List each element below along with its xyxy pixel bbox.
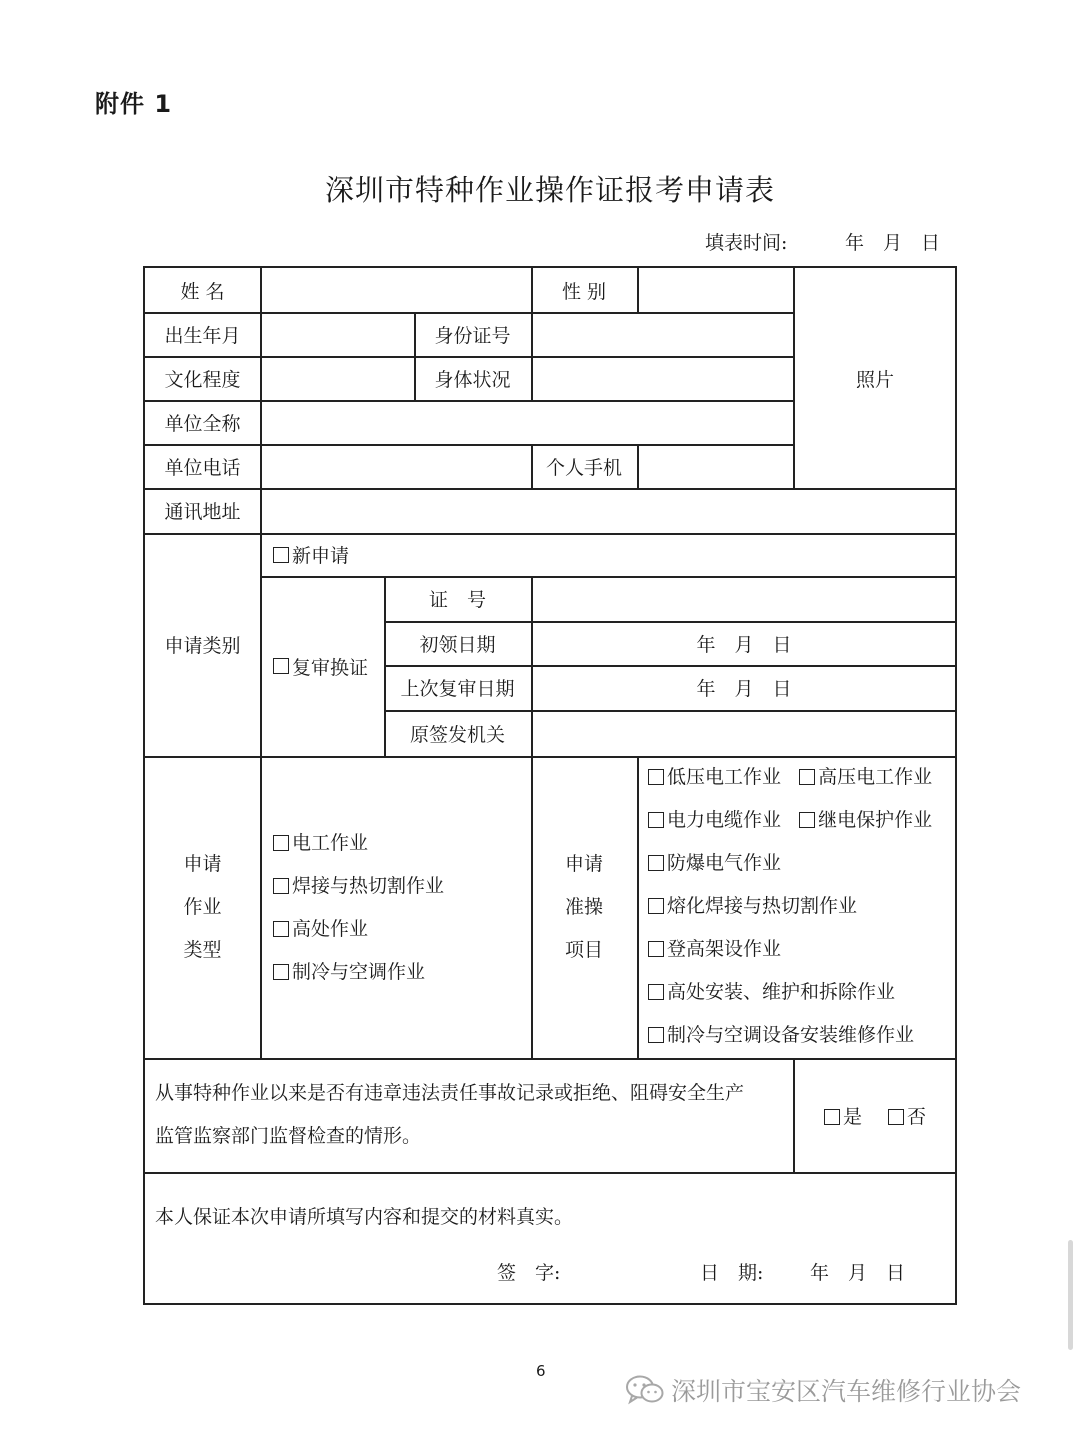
job-type-option[interactable] — [273, 951, 444, 994]
declaration-date-field[interactable] — [810, 1252, 905, 1295]
item-option[interactable] — [799, 766, 932, 788]
health-input[interactable] — [531, 356, 793, 400]
fill-time — [705, 228, 941, 255]
item-option[interactable] — [648, 842, 932, 885]
items-label-line: 申请 — [564, 852, 603, 875]
option-label: 电力电缆作业 — [667, 809, 782, 831]
yes-checkbox[interactable] — [824, 1109, 840, 1125]
item-option[interactable] — [799, 809, 932, 831]
signature-field[interactable] — [497, 1252, 560, 1295]
checkbox[interactable] — [648, 812, 664, 828]
page-number: 6 — [536, 1362, 546, 1380]
renew-label: 复审换证 — [292, 656, 369, 679]
item-option[interactable] — [648, 809, 781, 831]
checkbox[interactable] — [648, 769, 664, 785]
checkbox[interactable] — [273, 921, 289, 937]
id-number-input[interactable] — [531, 312, 793, 356]
mobile-label: 个人手机 — [545, 456, 622, 479]
job-type-option[interactable] — [273, 908, 444, 951]
apply-type-label: 申请类别 — [164, 635, 241, 657]
job-type-label-line: 作业 — [183, 895, 222, 918]
checkbox[interactable] — [648, 1027, 664, 1043]
declaration-date-label: 日 期: — [700, 1262, 764, 1284]
new-application-label: 新申请 — [292, 545, 350, 567]
birth-input[interactable] — [260, 312, 414, 356]
option-label: 焊接与热切割作业 — [292, 875, 445, 897]
items-row — [648, 756, 932, 799]
education-label: 文化程度 — [164, 368, 241, 391]
checkbox[interactable] — [273, 964, 289, 980]
declaration-text — [155, 1196, 573, 1239]
option-label: 继电保护作业 — [818, 809, 933, 831]
first-issue-date-input[interactable]: 年 月 日 — [696, 633, 792, 656]
job-type-option[interactable] — [273, 822, 444, 865]
form-title: 深圳市特种作业操作证报考申请表 — [324, 173, 775, 207]
violation-line: 监管监察部门监督检查的情形。 — [155, 1125, 422, 1147]
items-label-line: 准操 — [564, 895, 603, 918]
photo-label: 照片 — [855, 368, 894, 391]
mobile-input[interactable] — [637, 444, 793, 488]
cert-number-label: 证 号 — [428, 589, 486, 611]
no-label: 否 — [907, 1105, 927, 1128]
work-phone-input[interactable] — [260, 444, 531, 488]
violation-answer — [793, 1058, 957, 1172]
health-label: 身体状况 — [434, 368, 511, 391]
items-row — [648, 799, 932, 842]
violation-question — [155, 1072, 744, 1158]
yes-option[interactable] — [824, 1102, 862, 1129]
new-application-checkbox[interactable] — [273, 547, 289, 563]
issuer-label: 原签发机关 — [409, 723, 505, 746]
renew-checkbox[interactable] — [273, 658, 289, 674]
new-application-option[interactable] — [273, 533, 573, 576]
gender-label: 性 别 — [561, 280, 607, 303]
birth-label: 出生年月 — [164, 324, 241, 347]
no-checkbox[interactable] — [888, 1109, 904, 1125]
checkbox[interactable] — [648, 984, 664, 1000]
checkbox[interactable] — [273, 835, 289, 851]
first-issue-date-label: 初领日期 — [419, 633, 496, 656]
photo-area[interactable] — [793, 268, 957, 488]
item-option[interactable] — [648, 1014, 932, 1057]
address-label: 通讯地址 — [164, 501, 241, 523]
employer-input[interactable] — [260, 400, 793, 444]
declaration-date-value: 年 月 日 — [810, 1262, 906, 1284]
watermark — [625, 1372, 1021, 1408]
option-label: 高处作业 — [292, 918, 369, 940]
address-input[interactable] — [260, 488, 957, 533]
job-type-label-line: 申请 — [183, 852, 222, 875]
item-option[interactable] — [648, 766, 781, 788]
option-label: 防爆电气作业 — [667, 852, 782, 874]
job-type-option[interactable] — [273, 865, 444, 908]
job-type-options — [273, 822, 444, 994]
option-label: 制冷与空调作业 — [292, 961, 426, 983]
fill-time-date: 年 月 日 — [845, 232, 941, 254]
permitted-items-label — [531, 756, 637, 1058]
signature-label: 签 字: — [497, 1262, 561, 1284]
checkbox[interactable] — [799, 769, 815, 785]
checkbox[interactable] — [648, 855, 664, 871]
items-label-line: 项目 — [564, 938, 603, 961]
last-review-date-input[interactable]: 年 月 日 — [696, 678, 792, 700]
option-label: 登高架设作业 — [667, 938, 782, 960]
name-label: 姓 名 — [180, 280, 225, 303]
violation-line: 从事特种作业以来是否有违章违法责任事故记录或拒绝、阻碍安全生产 — [155, 1082, 745, 1104]
checkbox[interactable] — [273, 878, 289, 894]
declaration-date-label-wrap — [700, 1252, 763, 1295]
option-label: 熔化焊接与热切割作业 — [667, 895, 858, 917]
wechat-icon — [625, 1374, 665, 1406]
renew-option[interactable] — [273, 576, 384, 756]
option-label: 高压电工作业 — [818, 766, 933, 788]
name-input[interactable] — [260, 268, 531, 312]
checkbox[interactable] — [648, 941, 664, 957]
item-option[interactable] — [648, 885, 932, 928]
job-type-label-line: 类型 — [183, 938, 222, 961]
option-label: 低压电工作业 — [667, 766, 782, 788]
application-form — [143, 266, 957, 1305]
id-number-label: 身份证号 — [434, 324, 511, 347]
option-label: 高处安装、维护和拆除作业 — [667, 981, 896, 1003]
education-input[interactable] — [260, 356, 414, 400]
permitted-items-options — [648, 756, 932, 1057]
watermark-text: 深圳市宝安区汽车维修行业协会 — [671, 1377, 1022, 1406]
fill-time-label: 填表时间: — [705, 232, 788, 254]
gender-input[interactable] — [637, 268, 793, 312]
cert-number-input[interactable] — [531, 576, 957, 621]
declaration-line: 本人保证本次申请所填写内容和提交的材料真实。 — [155, 1206, 574, 1228]
item-option[interactable] — [648, 928, 932, 971]
last-review-date-label: 上次复审日期 — [400, 678, 515, 700]
work-phone-label: 单位电话 — [164, 456, 241, 479]
option-label: 电工作业 — [292, 832, 369, 854]
issuer-input[interactable] — [531, 710, 957, 756]
yes-label: 是 — [842, 1105, 862, 1128]
scrollbar[interactable] — [1068, 1240, 1073, 1350]
checkbox[interactable] — [648, 898, 664, 914]
item-option[interactable] — [648, 971, 932, 1014]
checkbox[interactable] — [799, 812, 815, 828]
employer-label: 单位全称 — [164, 412, 241, 435]
no-option[interactable] — [888, 1102, 926, 1129]
attachment-label: 附件 1 — [95, 90, 173, 118]
job-type-label — [145, 756, 260, 1058]
option-label: 制冷与空调设备安装维修作业 — [667, 1024, 915, 1046]
